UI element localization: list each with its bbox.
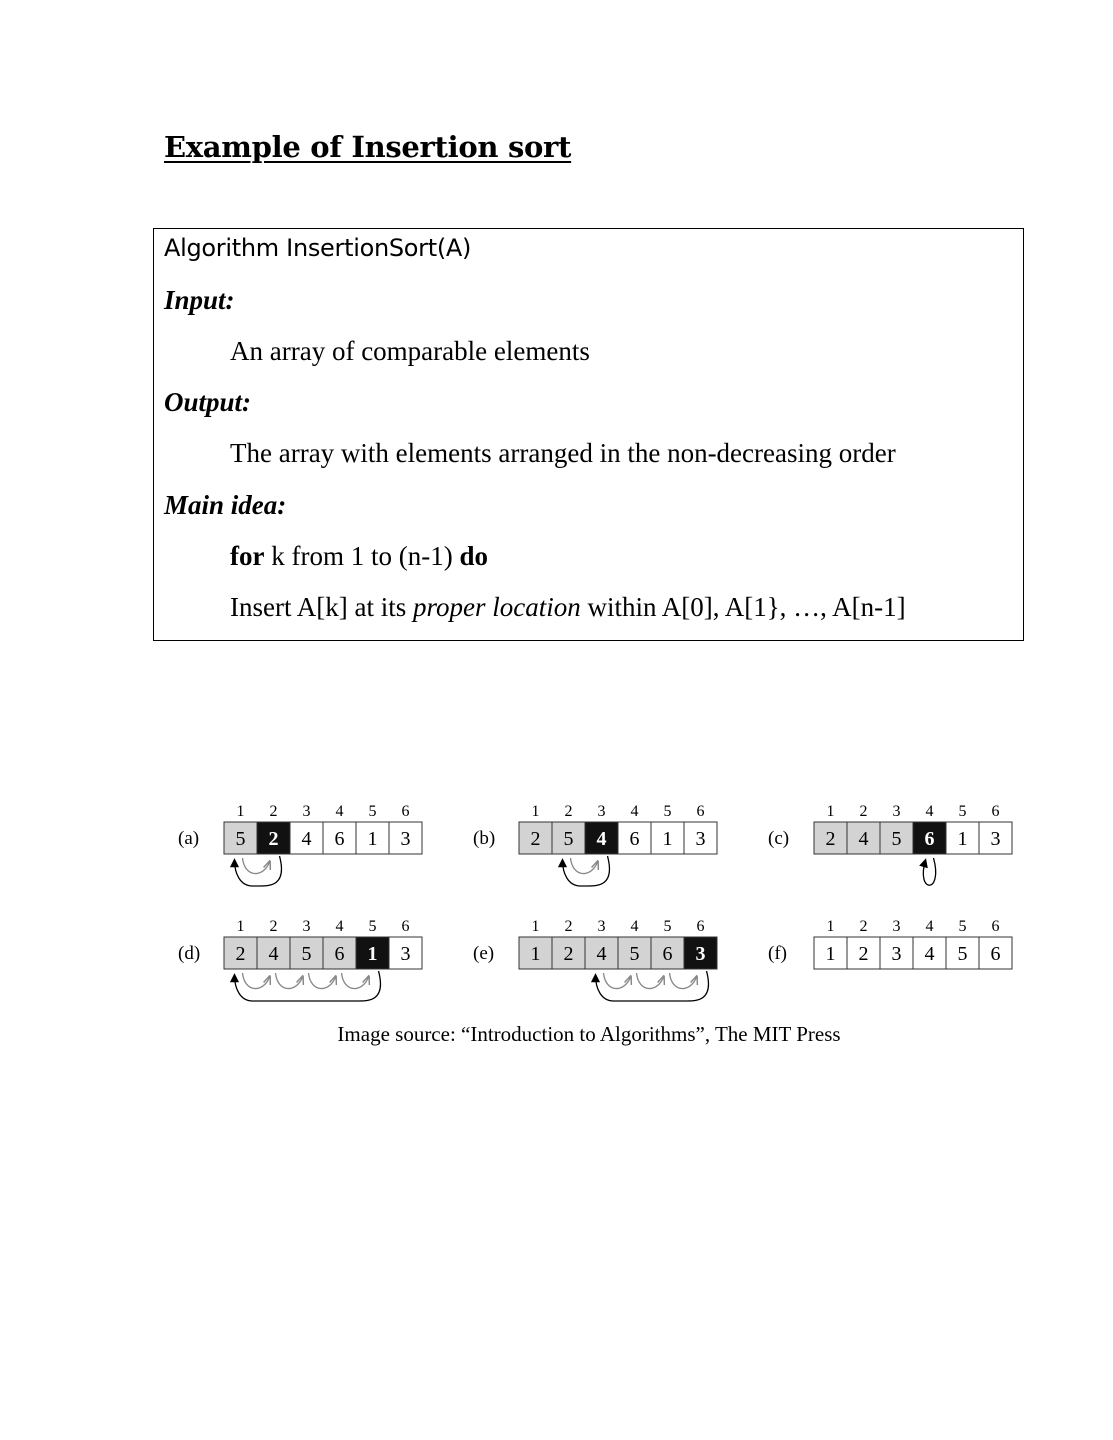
- insert-line: [230, 591, 906, 623]
- array-value: 5: [629, 943, 640, 965]
- array-index: 5: [663, 803, 672, 820]
- input-text: An array of comparable elements: [230, 336, 590, 366]
- array-value: 6: [662, 943, 673, 965]
- panel-label: (c): [768, 828, 790, 849]
- array-index: 6: [401, 918, 410, 935]
- array-value: 1: [662, 828, 673, 850]
- array-index: 2: [859, 918, 868, 935]
- array-index: 6: [991, 803, 1000, 820]
- array-index: 3: [597, 803, 606, 820]
- array-index: 3: [597, 918, 606, 935]
- shift-arrow: [637, 973, 664, 989]
- array-index: 1: [531, 803, 540, 820]
- shift-arrow: [243, 858, 270, 874]
- keyword-for: for: [230, 541, 265, 571]
- array-index: 2: [269, 803, 278, 820]
- panel-label: (d): [178, 943, 201, 964]
- array-value: 3: [400, 828, 411, 850]
- output-text: The array with elements arranged in the non-decreasing order: [230, 438, 896, 468]
- array-index: 1: [236, 918, 245, 935]
- array-index: 4: [630, 918, 639, 935]
- array-value: 3: [400, 943, 411, 965]
- shift-arrow: [571, 858, 598, 874]
- panel-label: (e): [473, 943, 495, 964]
- array-index: 3: [892, 803, 901, 820]
- insert-text-post: within A[0], A[1}, …, A[n-1]: [580, 592, 906, 622]
- array-index: 6: [696, 803, 705, 820]
- array-index: 3: [892, 918, 901, 935]
- array-value: 6: [334, 943, 345, 965]
- array-index: 4: [630, 803, 639, 820]
- array-value: 2: [530, 828, 541, 850]
- panel-label: (b): [473, 828, 496, 849]
- shift-arrow: [670, 973, 697, 989]
- keyword-do: do: [459, 541, 488, 571]
- array-value: 5: [891, 828, 902, 850]
- array-index: 1: [236, 803, 245, 820]
- array-index: 1: [826, 803, 835, 820]
- array-value: 1: [530, 943, 541, 965]
- panel-e: [473, 918, 717, 1001]
- algorithm-box: [153, 228, 1024, 641]
- loop-range: k from 1 to (n-1): [264, 541, 460, 571]
- array-value: 2: [563, 943, 574, 965]
- array-value: 4: [596, 828, 607, 850]
- array-value: 6: [990, 943, 1001, 965]
- array-value: 3: [891, 943, 902, 965]
- array-index: 4: [925, 803, 934, 820]
- array-value: 5: [957, 943, 968, 965]
- array-value: 3: [695, 828, 706, 850]
- array-value: 5: [301, 943, 312, 965]
- array-value: 4: [924, 943, 935, 965]
- array-index: 2: [859, 803, 868, 820]
- array-value: 1: [367, 828, 378, 850]
- array-value: 5: [563, 828, 574, 850]
- array-value: 3: [695, 943, 706, 965]
- array-value: 6: [334, 828, 345, 850]
- panel-f: [768, 918, 1012, 969]
- insert-text-pre: Insert A[k] at its: [230, 592, 413, 622]
- insert-arrow: [235, 856, 282, 886]
- array-value: 4: [301, 828, 312, 850]
- array-value: 5: [235, 828, 246, 850]
- array-value: 6: [924, 828, 935, 850]
- insertion-sort-figure: [160, 795, 1030, 1015]
- array-value: 3: [990, 828, 1001, 850]
- array-value: 2: [858, 943, 869, 965]
- array-index: 2: [564, 803, 573, 820]
- array-value: 1: [367, 943, 378, 965]
- array-value: 1: [957, 828, 968, 850]
- array-value: 4: [268, 943, 279, 965]
- insert-arrow: [235, 971, 381, 1001]
- insert-arrow: [596, 971, 709, 1001]
- array-value: 2: [235, 943, 246, 965]
- shift-arrow: [243, 973, 270, 989]
- panel-d: [178, 918, 422, 1001]
- input-label: Input:: [164, 285, 235, 315]
- shift-arrow: [309, 973, 336, 989]
- algorithm-name: Algorithm InsertionSort(A): [164, 234, 472, 262]
- array-value: 4: [858, 828, 869, 850]
- array-index: 1: [826, 918, 835, 935]
- image-source-caption: Image source: “Introduction to Algorithms”, The MIT Press: [337, 1022, 841, 1046]
- loop-line: [230, 540, 488, 572]
- array-value: 2: [268, 828, 279, 850]
- panel-label: (f): [768, 943, 787, 964]
- page-title: Example of Insertion sort: [164, 130, 572, 164]
- array-index: 2: [269, 918, 278, 935]
- shift-arrow: [604, 973, 631, 989]
- array-index: 5: [663, 918, 672, 935]
- array-index: 5: [368, 803, 377, 820]
- array-value: 6: [629, 828, 640, 850]
- insert-text-emphasis: proper location: [412, 592, 581, 622]
- array-index: 5: [958, 918, 967, 935]
- main-idea-label: Main idea:: [164, 490, 287, 520]
- panel-b: [473, 803, 717, 886]
- array-value: 1: [825, 943, 836, 965]
- output-label: Output:: [164, 387, 252, 417]
- insertion-sort-diagram: [160, 795, 1030, 1015]
- array-index: 1: [531, 918, 540, 935]
- array-value: 4: [596, 943, 607, 965]
- array-index: 4: [335, 803, 344, 820]
- panel-label: (a): [178, 828, 200, 849]
- array-value: 2: [825, 828, 836, 850]
- array-index: 5: [958, 803, 967, 820]
- array-index: 4: [925, 918, 934, 935]
- array-index: 2: [564, 918, 573, 935]
- shift-arrow: [342, 973, 369, 989]
- shift-arrow: [276, 973, 303, 989]
- array-index: 4: [335, 918, 344, 935]
- panel-c: [768, 803, 1012, 885]
- insert-arrow: [563, 856, 610, 886]
- array-index: 3: [302, 803, 311, 820]
- array-index: 3: [302, 918, 311, 935]
- array-index: 6: [991, 918, 1000, 935]
- panel-a: [178, 803, 422, 886]
- array-index: 6: [696, 918, 705, 935]
- array-index: 6: [401, 803, 410, 820]
- move-arrow: [923, 858, 935, 885]
- array-index: 5: [368, 918, 377, 935]
